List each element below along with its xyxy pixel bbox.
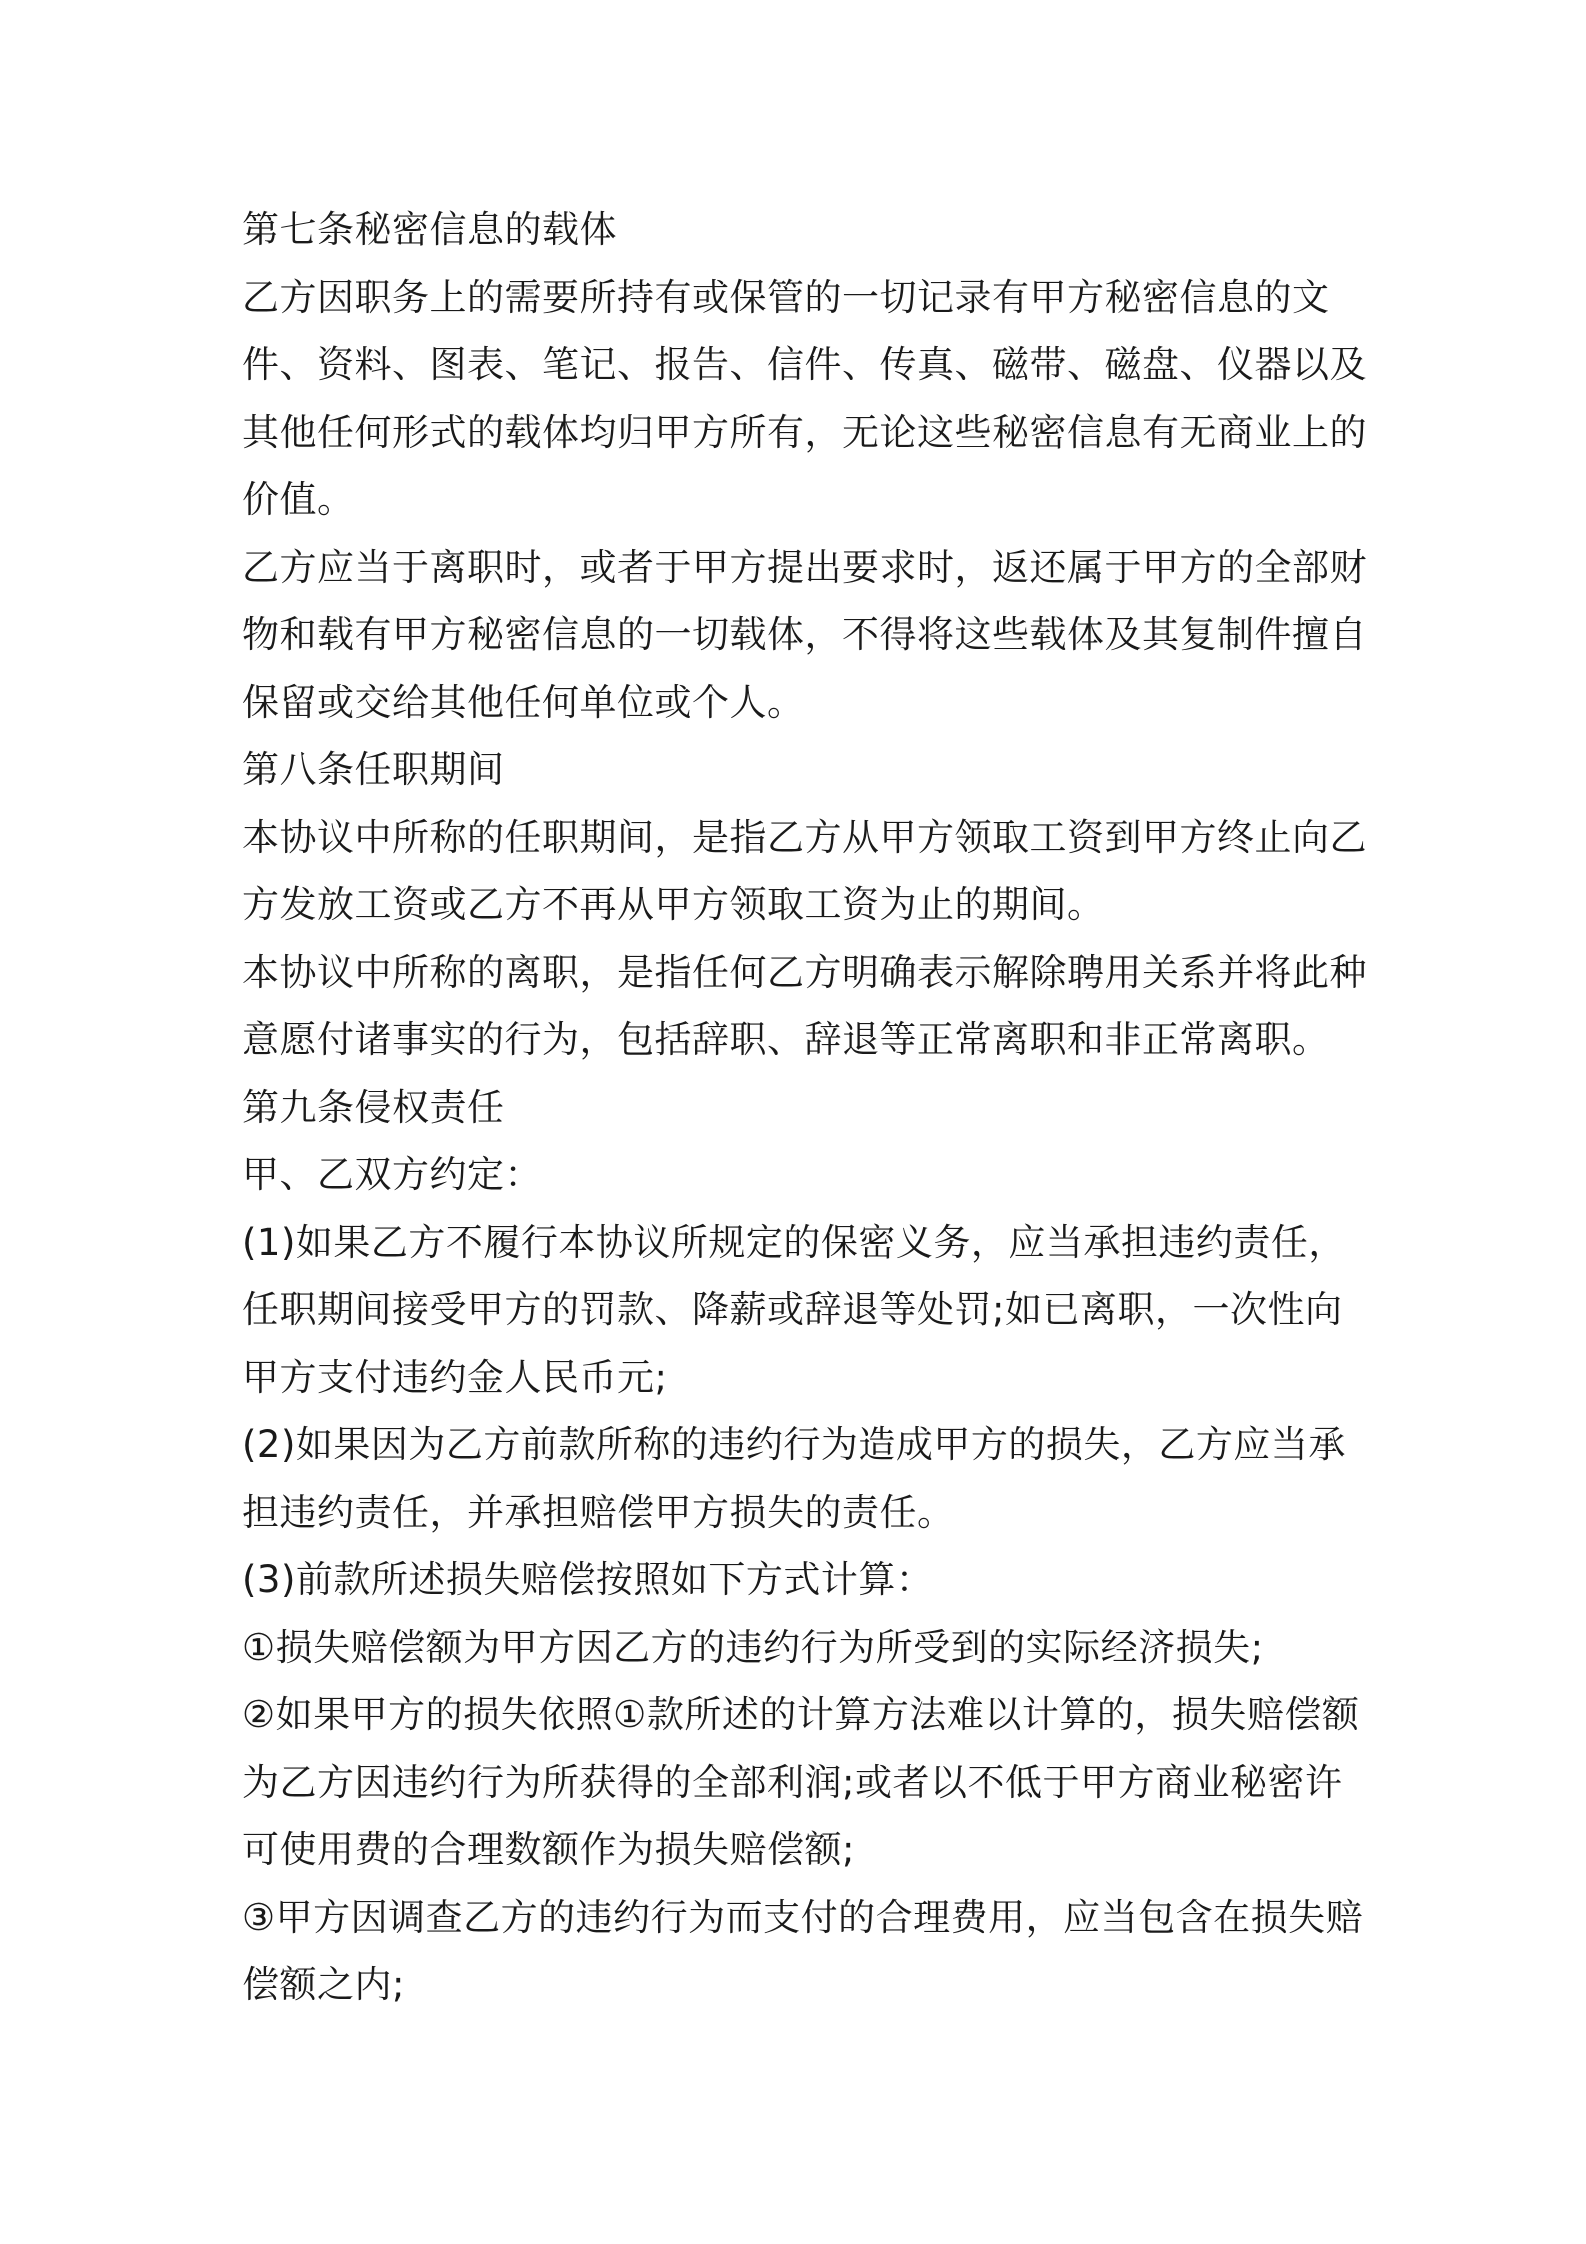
text-line: 价值。 (242, 478, 355, 521)
text-line: 乙方因职务上的需要所持有或保管的一切记录有甲方秘密信息的文 (242, 275, 1330, 319)
text-line: 其他任何形式的载体均归甲方所有，无论这些秘密信息有无商业上的 (242, 410, 1367, 454)
text-line: 为乙方因违约行为所获得的全部利润;或者以不低于甲方商业秘密许 (242, 1760, 1343, 1804)
text-line: ①损失赔偿额为甲方因乙方的违约行为所受到的实际经济损失; (242, 1625, 1264, 1669)
article-7-heading: 第七条秘密信息的载体 (242, 208, 617, 251)
text-line: 本协议中所称的离职，是指任何乙方明确表示解除聘用关系并将此种 (242, 950, 1367, 994)
text-line: 甲、乙双方约定： (242, 1153, 542, 1196)
text-line: 件、资料、图表、笔记、报告、信件、传真、磁带、磁盘、仪器以及 (242, 343, 1367, 386)
text-line: (2)如果因为乙方前款所称的违约行为造成甲方的损失，乙方应当承 (242, 1423, 1346, 1466)
document-body (242, 196, 1367, 2019)
text-line: 意愿付诸事实的行为，包括辞职、辞退等正常离职和非正常离职。 (242, 1018, 1330, 1061)
text-line: 可使用费的合理数额作为损失赔偿额; (242, 1828, 855, 1871)
text-line: 担违约责任，并承担赔偿甲方损失的责任。 (242, 1490, 955, 1534)
text-line: (1)如果乙方不履行本协议所规定的保密义务，应当承担违约责任， (242, 1220, 1346, 1264)
text-line: 乙方应当于离职时，或者于甲方提出要求时，返还属于甲方的全部财 (242, 545, 1367, 589)
text-line: 方发放工资或乙方不再从甲方领取工资为止的期间。 (242, 883, 1105, 926)
text-line: 甲方支付违约金人民币元; (242, 1355, 668, 1399)
text-line: 物和载有甲方秘密信息的一切载体，不得将这些载体及其复制件擅自 (242, 613, 1367, 656)
article-8-heading: 第八条任职期间 (242, 748, 505, 791)
text-line: ②如果甲方的损失依照①款所述的计算方法难以计算的，损失赔偿额 (242, 1693, 1360, 1736)
text-line: 任职期间接受甲方的罚款、降薪或辞退等处罚;如已离职，一次性向 (242, 1288, 1343, 1331)
text-line: 偿额之内; (242, 1963, 405, 2006)
text-line: ③甲方因调查乙方的违约行为而支付的合理费用，应当包含在损失赔 (242, 1895, 1364, 1939)
text-line: (3)前款所述损失赔偿按照如下方式计算： (242, 1558, 934, 1601)
text-line: 本协议中所称的任职期间，是指乙方从甲方领取工资到甲方终止向乙 (242, 815, 1367, 859)
article-9-heading: 第九条侵权责任 (242, 1085, 505, 1129)
text-line: 保留或交给其他任何单位或个人。 (242, 680, 805, 724)
